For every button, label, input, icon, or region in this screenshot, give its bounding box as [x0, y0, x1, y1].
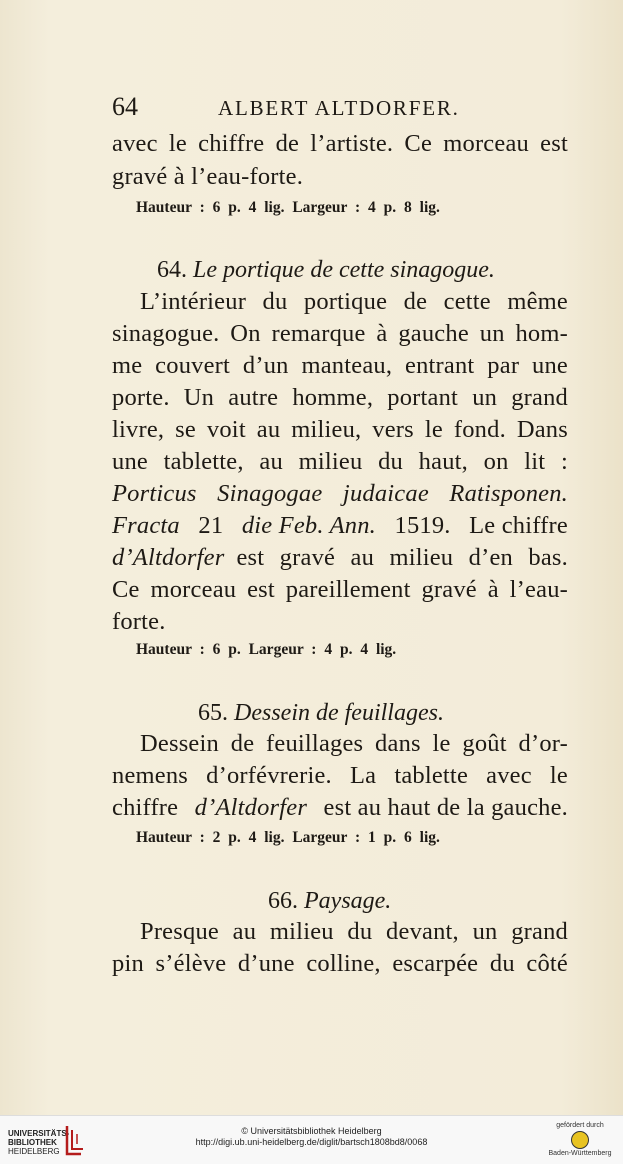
text-line: pin s’élève d’une colline, escarpée du côté — [112, 950, 568, 977]
text-line: Fracta 21 die Feb. Ann. 1519. Le chiffre — [112, 512, 568, 539]
text-line: une tablette, au milieu du haut, on lit : — [112, 448, 568, 475]
text-line: porte. Un autre homme, portant un grand — [112, 384, 568, 411]
entry-title: Dessein de feuillages. — [234, 700, 444, 726]
dimensions-line: Hauteur : 6 p. Largeur : 4 p. 4 lig. — [136, 641, 397, 658]
entry-number: 64. — [157, 257, 187, 283]
permalink[interactable]: http://digi.ub.uni-heidelberg.de/diglit/bartsch1808bd8/0068 — [195, 1137, 428, 1147]
text-line: gravé à l’eau-forte. — [112, 163, 304, 190]
text-line: L’intérieur du portique de cette même — [140, 288, 568, 315]
text-line: me couvert d’un manteau, entrant par une — [112, 352, 568, 379]
text-line: Presque au milieu du devant, un grand — [140, 918, 568, 945]
entry-title: Le portique de cette sinagogue. — [193, 257, 495, 283]
library-footer — [0, 1115, 623, 1164]
library-name: UNIVERSITÄTS- BIBLIOTHEK HEIDELBERG — [8, 1129, 70, 1156]
dimensions-line: Hauteur : 6 p. 4 lig. Largeur : 4 p. 8 lig. — [136, 199, 440, 216]
text-line: forte. — [112, 608, 166, 635]
text-line: chiffre d’Altdorfer est au haut de la gauche. — [112, 794, 568, 821]
text-line: Porticus Sinagogae judaicae Ratisponen. — [112, 480, 568, 507]
text-line: avec le chiffre de l’artiste. Ce morceau est — [112, 130, 568, 157]
text-line: nemens d’orfévrerie. La tablette avec le — [112, 762, 568, 789]
dimensions-line: Hauteur : 2 p. 4 lig. Largeur : 1 p. 6 lig. — [136, 829, 440, 846]
page-number: 64 — [112, 92, 138, 121]
text-line: Dessein de feuillages dans le goût d’or- — [140, 730, 568, 757]
entry-heading-64 — [157, 257, 495, 284]
text-line: d’Altdorfer est gravé au milieu d’en bas. — [112, 544, 568, 571]
text-line: sinagogue. On remarque à gauche un hom- — [112, 320, 568, 347]
entry-number: 65. — [198, 700, 228, 726]
copyright-text: © Universitätsbibliothek Heidelberg — [241, 1126, 382, 1136]
text-line: livre, se voit au milieu, vers le fond. Dans — [112, 416, 568, 443]
entry-title: Paysage. — [304, 888, 392, 914]
text-line: Ce morceau est pareillement gravé à l’eau- — [112, 576, 568, 603]
entry-heading-66 — [268, 888, 391, 915]
entry-heading-65 — [198, 700, 444, 727]
entry-number: 66. — [268, 888, 298, 914]
coat-of-arms-icon — [571, 1131, 589, 1149]
running-title: ALBERT ALTDORFER. — [218, 96, 460, 120]
funder-block: gefördert durch Baden-Württemberg — [548, 1122, 612, 1157]
